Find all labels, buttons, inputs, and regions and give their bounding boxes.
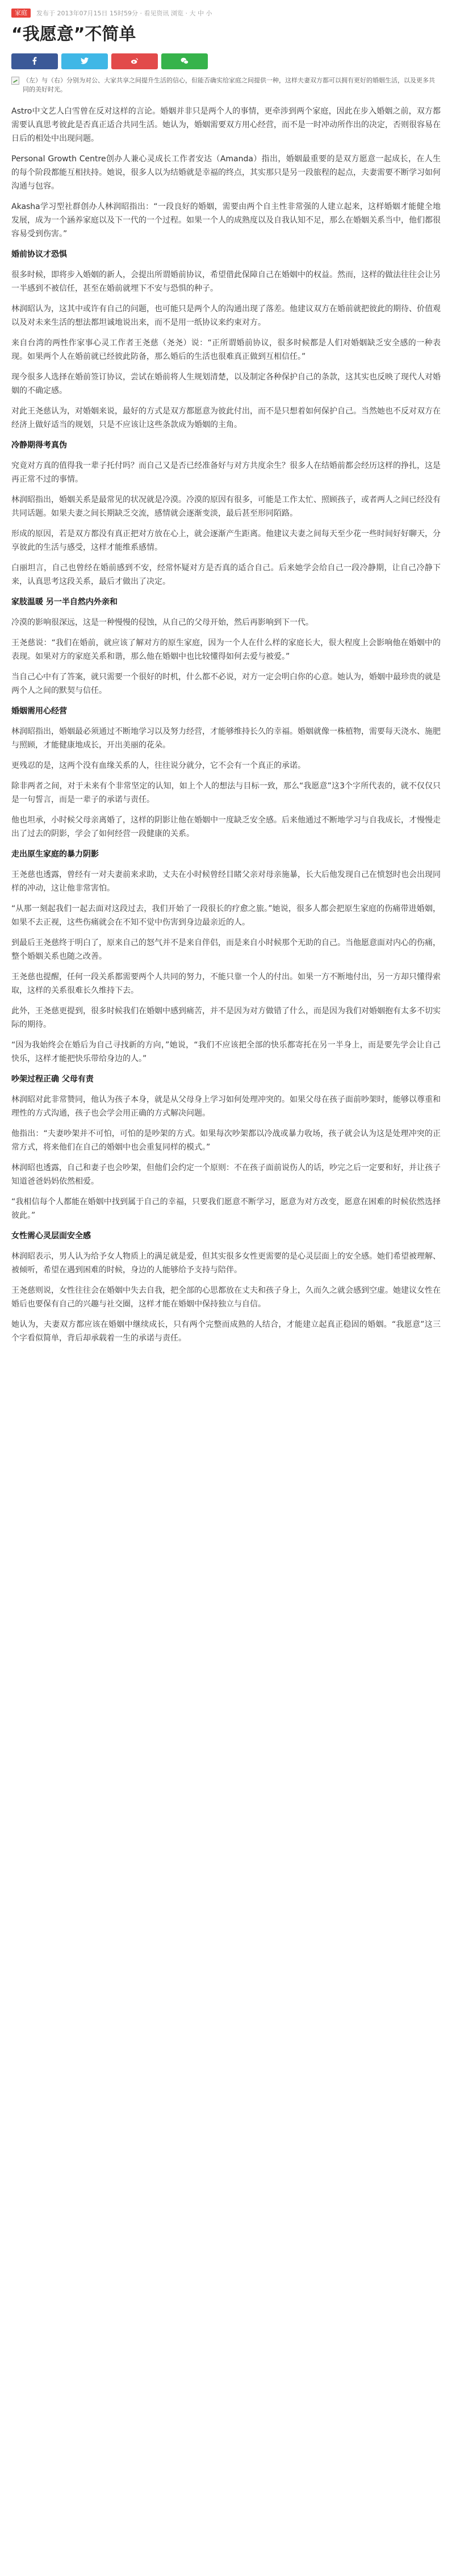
- wechat-icon: [181, 56, 189, 67]
- paragraph: 冷漠的影响很深远，这是一种慢慢的侵蚀，从自己的父母开始，然后再影响到下一代。: [11, 618, 313, 627]
- section-heading: 女性需心灵层面安全感: [11, 1231, 91, 1241]
- paragraph: 白丽坦言，自己也曾经在婚前感到不安，经常怀疑对方是否真的适合自己。后来她学会给自己一段冷静期，让自己冷静下来，认真思考这段关系，最后才做出了决定。: [11, 563, 441, 586]
- paragraph: 林润昭表示，男人认为给予女人物质上的满足就是爱，但其实很多女性更需要的是心灵层面上的安全感。她们希望被理解、被倾听，希望在遇到困难的时候，身边的人能够给予支持与陪伴。: [11, 1252, 441, 1275]
- share-twitter-button[interactable]: [61, 53, 108, 69]
- section-heading: 吵架过程正确 父母有责: [11, 1075, 94, 1084]
- paragraph: 她认为，夫妻双方都应该在婚姻中继续成长，只有两个完整而成熟的人结合，才能建立起真正稳固的婚姻。“我愿意”这三个字看似简单，背后却承载着一生的承诺与责任。: [11, 1320, 441, 1343]
- paragraph: Astro中文艺人白雪曾在反对这样的言论。婚姻并非只是两个人的事情，更牵涉到两个家庭，因此在步入婚姻之前，双方都需要认真思考彼此是否真正适合共同生活。她认为，婚姻需要双方用心经营，而不是一时冲动所作出的决定，否则很容易在日后的相处中出现问题。: [11, 107, 441, 143]
- section-heading: 走出原生家庭的暴力阴影: [11, 850, 99, 859]
- weibo-icon: [131, 56, 139, 67]
- caption-text: （左）与（右）分别为对公、大家共享之间提升生活的信心，但能否确实给家庭之间提供一种，这样夫妻双方都可以拥有更好的婚姻生活，以及更多共同的美好时光。: [23, 77, 435, 93]
- facebook-icon: [31, 56, 39, 67]
- image-caption: [11, 76, 441, 94]
- paragraph: 他指出：“夫妻吵架并不可怕，可怕的是吵架的方式。如果每次吵架都以冷战或暴力收场，孩子就会认为这是处理冲突的正常方式，将来他们在自己的婚姻中也会重复同样的模式。”: [11, 1129, 441, 1152]
- section-heading: 冷静期得考真伪: [11, 441, 67, 450]
- paragraph: 林润昭指出，婚姻最必须通过不断地学习以及努力经营，才能够维持长久的幸福。婚姻就像一株植物，需要每天浇水、施肥与照顾，才能健康地成长，开出美丽的花朵。: [11, 727, 441, 750]
- paragraph: Personal Growth Centre创办人兼心灵成长工作者安达（Amanda）指出，婚姻最重要的是双方愿意一起成长，在人生的每个阶段都能互相扶持。她说，很多人以为结婚就是幸福的终点，其实那只是另一段旅程的起点，夫妻需要不断学习如何沟通与包容。: [11, 155, 441, 191]
- paragraph: 除非两者之间，对于未来有个非常坚定的认知，如上个人的想法与目标一致，那么“我愿意”这3个字所代表的，就不仅仅只是一句誓言，而是一辈子的承诺与责任。: [11, 782, 441, 804]
- section-heading: 婚姻需用心经营: [11, 707, 67, 716]
- twitter-icon: [81, 56, 89, 67]
- paragraph: 王尧慈也提醒，任何一段关系都需要两个人共同的努力，不能只靠一个人的付出。如果一方不断地付出，另一方却只懂得索取，这样的关系很难长久维持下去。: [11, 972, 441, 995]
- paragraph: 更残忍的是，这两个没有血缘关系的人，往往说分就分，它不会有一个真正的承诺。: [11, 761, 305, 770]
- article-title: “我愿意”不简单: [11, 24, 136, 44]
- share-weibo-button[interactable]: [111, 53, 158, 69]
- broken-image-icon: [11, 77, 19, 85]
- paragraph: 王尧慈也透露，曾经有一对夫妻前来求助，丈夫在小时候曾经目睹父亲对母亲施暴，长大后他发现自己在愤怒时也会出现同样的冲动，这让他非常害怕。: [11, 870, 441, 893]
- article-meta-bar: [11, 0, 441, 19]
- paragraph: 王尧慈则说，女性往往会在婚姻中失去自我，把全部的心思都放在丈夫和孩子身上，久而久之就会感到空虚。她建议女性在婚后也要保有自己的兴趣与社交圈，这样才能在婚姻中保持独立与自信。: [11, 1286, 441, 1309]
- paragraph: 对此王尧慈认为，对婚姻来说，最好的方式是双方都愿意为彼此付出，而不是只想着如何保护自己。当然她也不反对双方在经济上做好适当的规划，只是不应该让这些条款成为婚姻的主角。: [11, 407, 441, 429]
- paragraph: 林润昭指出，婚姻关系是最常见的状况就是冷漠。冷漠的原因有很多，可能是工作太忙、照顾孩子，或者两人之间已经没有共同话题。如果夫妻之间长期缺乏交流，感情就会逐渐变淡，最后甚至形同陌路。: [11, 495, 441, 518]
- publish-meta: 发布于 2013年07月15日 15时59分 · 看见资讯 浏览 · 大 中 小: [36, 10, 212, 17]
- paragraph: 此外，王尧慈更提到，很多时候我们在婚姻中感到痛苦，并不是因为对方做错了什么，而是因为我们对婚姻抱有太多不切实际的期待。: [11, 1007, 441, 1029]
- paragraph: Akasha学习型社群创办人林润昭指出：“一段良好的婚姻，需要由两个自主性非常强的人建立起来，这样婚姻才能健全地发展，成为一个涵养家庭以及下一代的一个过程。如果一个人的成熟度以及自我认知不足，那么在婚姻关系当中，他们都很容易受到伤害。”: [11, 202, 441, 239]
- share-wechat-button[interactable]: [161, 53, 208, 69]
- paragraph: 林润昭也透露，自己和妻子也会吵架，但他们会约定一个原则：不在孩子面前说伤人的话，吵完之后一定要和好，并让孩子知道爸爸妈妈依然相爱。: [11, 1163, 441, 1186]
- paragraph: “从那一刻起我们一起去面对这段过去，我们开始了一段很长的疗愈之旅。”她说，很多人都会把原生家庭的伤痛带进婚姻，如果不去正视，这些伤痛就会在不知不觉中伤害到身边最亲近的人。: [11, 904, 441, 927]
- paragraph: 林润昭认为，这其中或许有自己的问题，也可能只是两个人的沟通出现了落差。他建议双方在婚前就把彼此的期待、价值观以及对未来生活的想法都坦诚地说出来，而不是用一纸协议来约束对方。: [11, 304, 441, 327]
- paragraph: 到最后王尧慈终于明白了，原来自己的怒气并不是来自伴侣，而是来自小时候那个无助的自己。当他愿意面对内心的伤痛，整个婚姻关系也随之改善。: [11, 938, 441, 961]
- paragraph: 来自台湾的两性作家事心灵工作者王尧慈（尧尧）说：“正所谓婚前协议，很多时候都是人们对婚姻缺乏安全感的一种表现。如果两个人在婚前就已经彼此防备，那么婚后的生活也很难真正做到互相信任。”: [11, 339, 441, 361]
- paragraph: 形成的原因，若是双方都没有真正把对方放在心上，就会逐渐产生距离。他建议夫妻之间每天至少花一些时间好好聊天，分享彼此的生活与感受，这样才能维系感情。: [11, 529, 441, 552]
- category-tag[interactable]: 家庭: [11, 9, 31, 18]
- paragraph: “我相信每个人都能在婚姻中找到属于自己的幸福，只要我们愿意不断学习，愿意为对方改变，愿意在困难的时候依然选择彼此。”: [11, 1197, 441, 1220]
- paragraph: 很多时候，即将步入婚姻的新人，会提出所谓婚前协议，希望借此保障自己在婚姻中的权益。然而，这样的做法往往会让另一半感到不被信任，甚至在婚前就埋下不安与恐惧的种子。: [11, 270, 441, 293]
- paragraph: 他也坦承，小时候父母亲离婚了，这样的阴影让他在婚姻中一度缺乏安全感。后来他通过不断地学习与自我成长，才慢慢走出了过去的阴影，学会了如何经营一段健康的关系。: [11, 816, 441, 838]
- paragraph: 究竟对方真的值得我一辈子托付吗？而自己又是否已经准备好与对方共度余生？很多人在结婚前都会经历这样的挣扎，这是再正常不过的事情。: [11, 461, 441, 484]
- paragraph: 当自己心中有了答案，就只需要一个很好的时机，什么都不必说，对方一定会明白你的心意。她认为，婚姻中最珍贵的就是两个人之间的默契与信任。: [11, 673, 441, 695]
- paragraph: 现今很多人选择在婚前签订协议，尝试在婚前将人生规划清楚，以及制定各种保护自己的条款，这其实也反映了现代人对婚姻的不确定感。: [11, 373, 441, 395]
- paragraph: “因为我始终会在婚后为自己寻找新的方向，”她说，“我们不应该把全部的快乐都寄托在另一半身上，而是要先学会让自己快乐，这样才能把快乐带给身边的人。”: [11, 1041, 441, 1063]
- section-heading: 家肢温暖 另一半自然内外亲和: [11, 598, 118, 607]
- share-bar: [11, 53, 441, 69]
- paragraph: 林润昭对此非常赞同，他认为孩子本身，就是从父母身上学习如何处理冲突的。如果父母在孩子面前吵架时，能够以尊重和理性的方式沟通，孩子也会学会用正确的方式解决问题。: [11, 1095, 441, 1118]
- share-facebook-button[interactable]: [11, 53, 58, 69]
- article-body: [11, 105, 441, 1345]
- section-heading: 婚前协议才恐惧: [11, 250, 67, 259]
- paragraph: 王尧慈说：“我们在婚前，就应该了解对方的原生家庭，因为一个人在什么样的家庭长大，很大程度上会影响他在婚姻中的表现。如果对方的家庭关系和谐，那么他在婚姻中也比较懂得如何去爱与被爱。”: [11, 638, 441, 661]
